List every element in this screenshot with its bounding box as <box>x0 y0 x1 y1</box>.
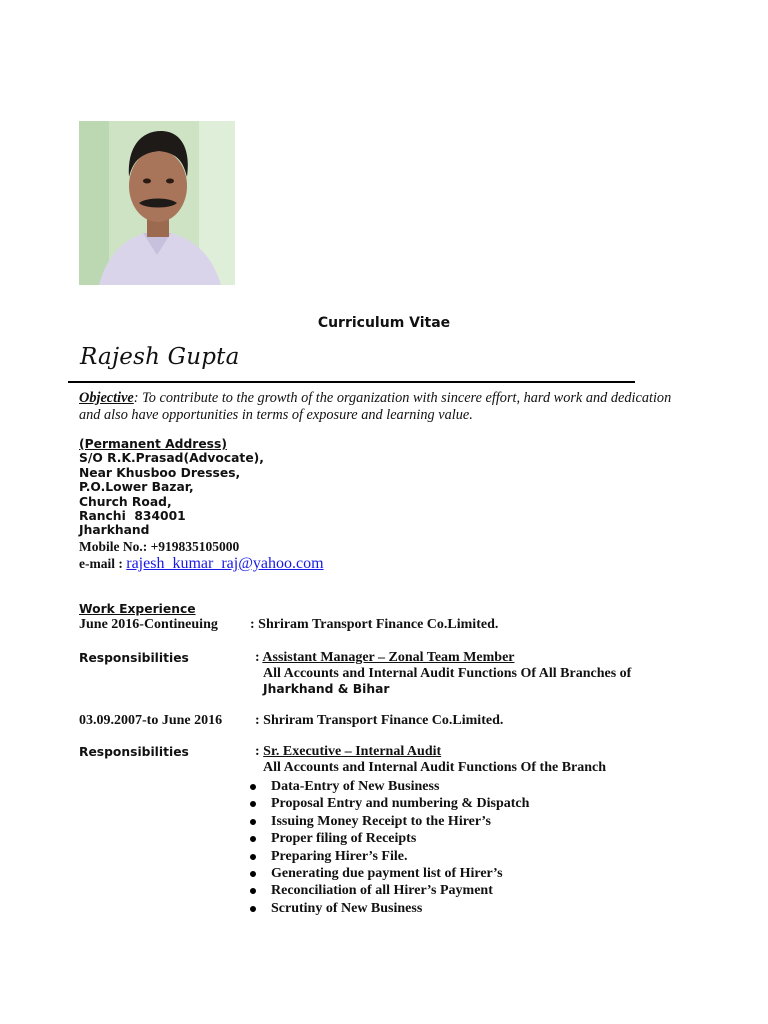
job-1-company: : Shriram Transport Finance Co.Limited. <box>250 617 499 632</box>
address-line: S/O R.K.Prasad(Advocate), <box>79 451 264 466</box>
list-item: Proposal Entry and numbering & Dispatch <box>248 795 529 812</box>
job-2-description-line1: All Accounts and Internal Audit Functions Of the Branch <box>263 760 607 775</box>
bullet-icon <box>250 819 256 825</box>
profile-photo <box>79 121 235 285</box>
bullet-icon <box>250 801 256 807</box>
job-1-period: June 2016-Contineuing <box>79 617 218 632</box>
address-line: Jharkhand <box>79 523 150 538</box>
mobile-number: Mobile No.: +919835105000 <box>79 539 240 554</box>
list-item: Generating due payment list of Hirer’s <box>248 865 529 882</box>
objective-label: Objective <box>79 390 134 406</box>
address-line: Near Khusboo Dresses, <box>79 465 241 480</box>
duties-list <box>248 778 529 917</box>
list-item: Scrutiny of New Business <box>248 900 529 917</box>
job-1-role <box>255 650 515 666</box>
objective-section <box>79 390 719 424</box>
job-2-responsibilities-label: Responsibilities <box>79 745 189 759</box>
objective-text-line2: and also have opportunities in terms of exposure and learning value. <box>79 407 473 423</box>
email-row <box>79 555 324 573</box>
job-2-role <box>255 744 441 760</box>
job-1-description-line2: Jharkhand & Bihar <box>263 682 390 696</box>
bullet-icon <box>250 871 256 877</box>
list-item: Preparing Hirer’s File. <box>248 848 529 865</box>
address-line: P.O.Lower Bazar, <box>79 480 194 495</box>
list-item: Reconciliation of all Hirer’s Payment <box>248 882 529 899</box>
work-experience-heading: Work Experience <box>79 602 196 616</box>
bullet-icon <box>250 906 256 912</box>
list-item: Issuing Money Receipt to the Hirer’s <box>248 813 529 830</box>
bullet-icon <box>250 888 256 894</box>
objective-text-line1: : To contribute to the growth of the organization with sincere effort, hard work and dedication <box>133 390 672 406</box>
job-1-responsibilities-label: Responsibilities <box>79 651 189 665</box>
bullet-icon <box>250 784 256 790</box>
address-block <box>79 437 264 538</box>
address-line: Ranchi 834001 <box>79 509 186 524</box>
candidate-name: Rajesh Gupta <box>80 344 240 370</box>
job-2-role-title: Sr. Executive – Internal Audit <box>263 744 442 759</box>
list-item: Proper filing of Receipts <box>248 830 529 847</box>
job-2-role-prefix: : <box>255 744 264 759</box>
bullet-icon <box>250 836 256 842</box>
bullet-icon <box>250 854 256 860</box>
job-2-period: 03.09.2007-to June 2016 <box>79 713 223 728</box>
job-1-role-title: Assistant Manager – Zonal Team Member <box>262 650 515 665</box>
address-heading: (Permanent Address) <box>79 437 227 451</box>
job-2-company: : Shriram Transport Finance Co.Limited. <box>255 713 504 728</box>
address-line: Church Road, <box>79 494 172 509</box>
email-link[interactable]: rajesh_kumar_raj@yahoo.com <box>126 555 324 572</box>
document-title: Curriculum Vitae <box>317 315 451 331</box>
email-label: e-mail : <box>79 556 127 571</box>
job-1-description-line1: All Accounts and Internal Audit Functions Of All Branches of <box>263 666 632 681</box>
job-1-role-prefix: : <box>255 650 263 665</box>
list-item: Data-Entry of New Business <box>248 778 529 795</box>
name-underline-divider <box>68 381 635 383</box>
